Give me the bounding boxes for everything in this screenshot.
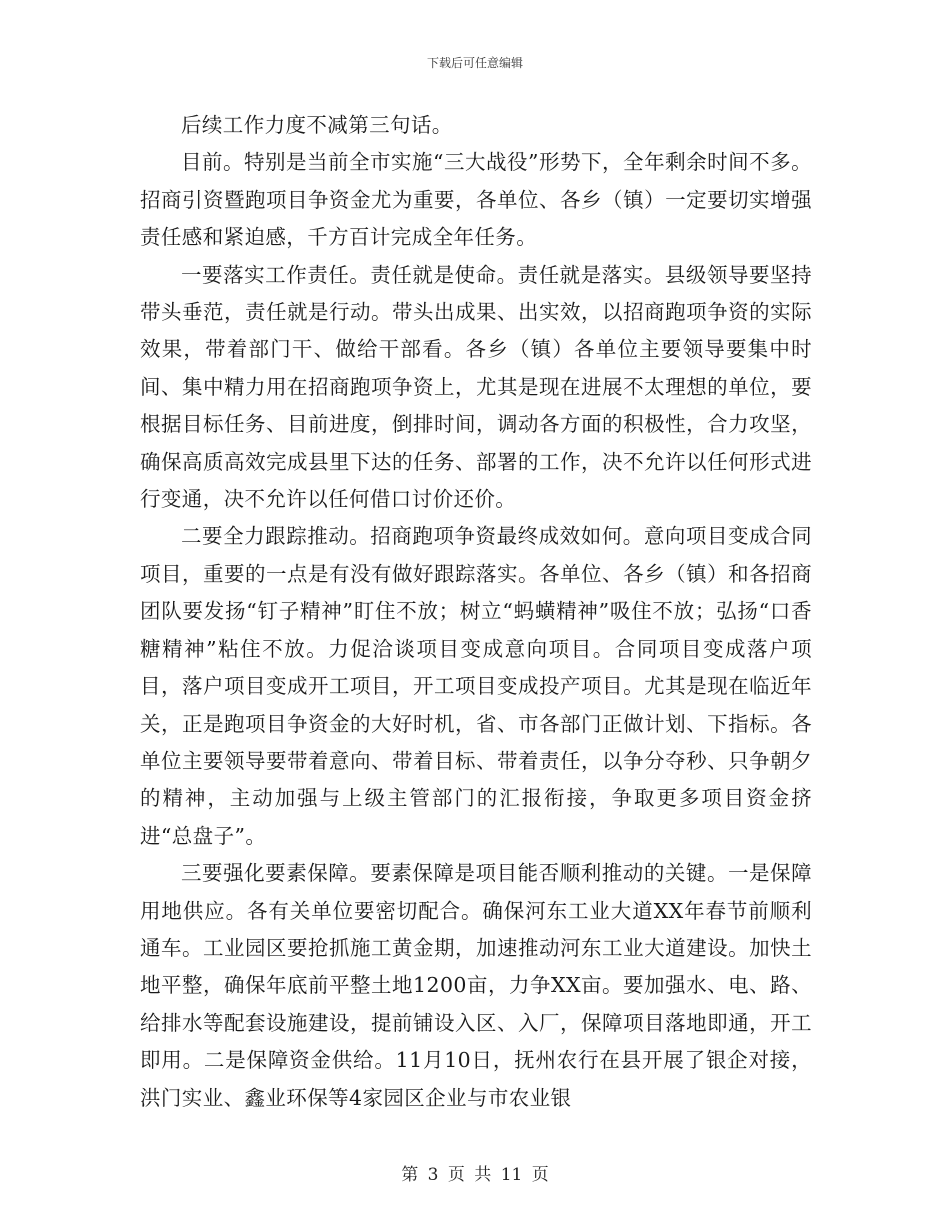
paragraph-5: 三要强化要素保障。要素保障是项目能否顺利推动的关键。一是保障用地供应。各有关单位要密切配合。确保河东工业大道XX年春节前顺利通车。工业园区要抢抓施工黄金期，加速推动河东工业大道建设。加快土地平整，确保年底前平整土地1200亩，力争XX亩。要加强水、电、路、给排水等配套设施建设，提前铺设入区、入厂，保障项目落地即通，开工即用。二是保障资金供给。11月10日，抚州农行在县开展了银企对接，洪门实业、鑫业环保等4家园区企业与市农业银 bbox=[140, 861, 812, 1110]
paragraph-1: 后续工作力度不减第三句话。 bbox=[181, 113, 453, 137]
document-body bbox=[140, 107, 812, 1117]
paragraph-2: 目前。特别是当前全市实施“三大战役”形势下，全年剩余时间不多。招商引资暨跑项目争资金尤为重要，各单位、各乡（镇）一定要切实增强责任感和紧迫感，千方百计完成全年任务。 bbox=[140, 150, 812, 250]
paragraph-3: 一要落实工作责任。责任就是使命。责任就是落实。县级领导要坚持带头垂范，责任就是行动。带头出成果、出实效，以招商跑项争资的实际效果，带着部门干、做给干部看。各乡（镇）各单位主要领导要集中时间、集中精力用在招商跑项争资上，尤其是现在进展不太理想的单位，要根据目标任务、目前进度，倒排时间，调动各方面的积极性，合力攻坚，确保高质高效完成县里下达的任务、部署的工作，决不允许以任何形式进行变通，决不允许以任何借口讨价还价。 bbox=[140, 262, 812, 512]
paragraph-4: 二要全力跟踪推动。招商跑项争资最终成效如何。意向项目变成合同项目，重要的一点是有没有做好跟踪落实。各单位、各乡（镇）和各招商团队要发扬“钉子精神”盯住不放；树立“蚂蟥精神”吸住不放；弘扬“口香糖精神”粘住不放。力促洽谈项目变成意向项目。合同项目变成落户项目，落户项目变成开工项目，开工项目变成投产项目。尤其是现在临近年关，正是跑项目争资金的大好时机，省、市各部门正做计划、下指标。各单位主要领导要带着意向、带着目标、带着责任，以争分夺秒、只争朝夕的精神，主动加强与上级主管部门的汇报衔接，争取更多项目资金挤进“总盘子”。 bbox=[140, 524, 812, 848]
page-header: 下载后可任意编辑 bbox=[426, 56, 523, 70]
page-footer: 第 3 页 共 11 页 bbox=[401, 1165, 549, 1185]
